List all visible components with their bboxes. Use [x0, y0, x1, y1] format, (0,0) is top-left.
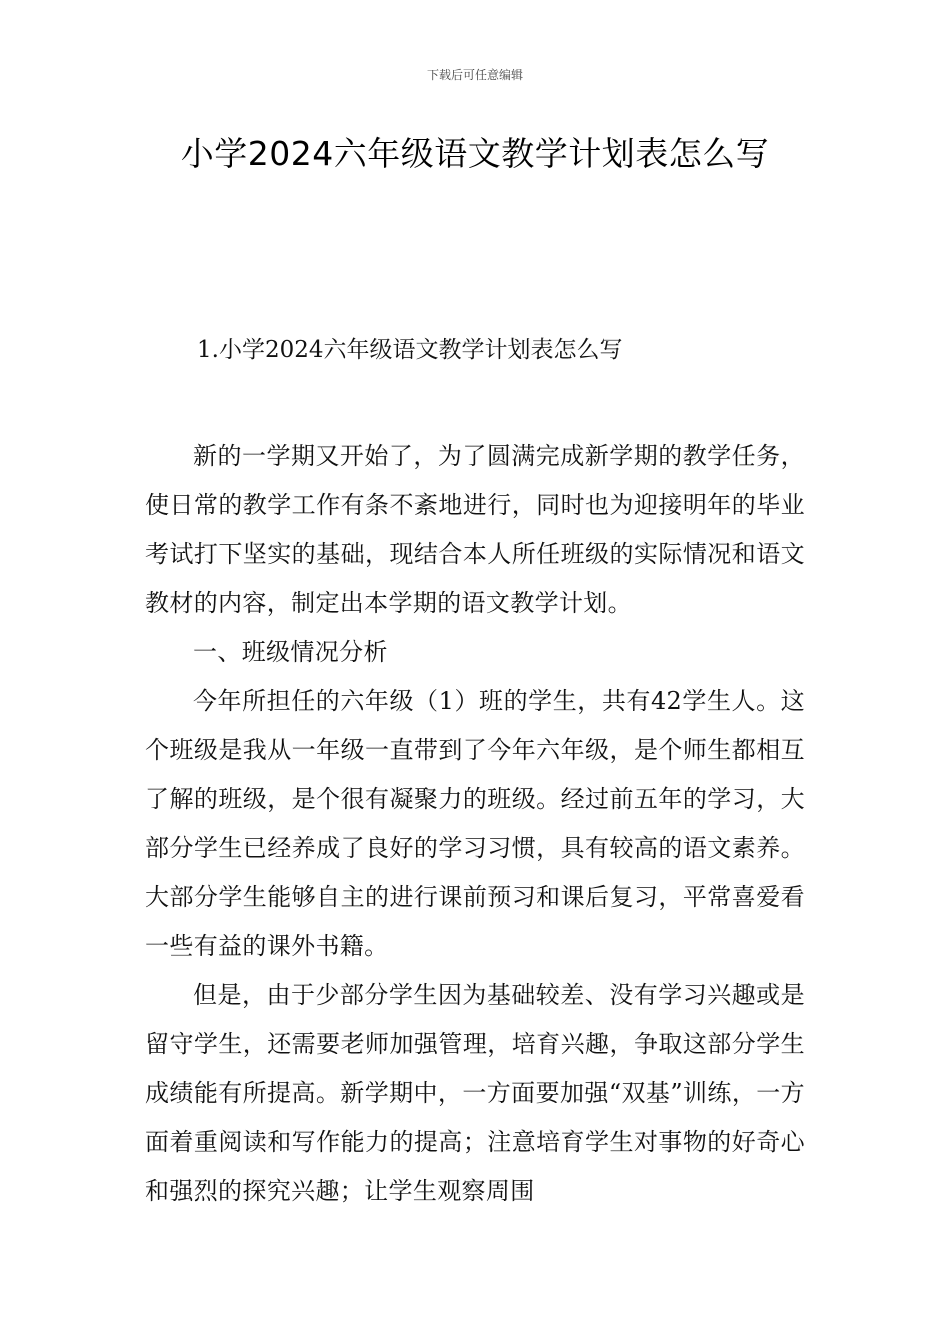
paragraph-intro: 新的一学期又开始了，为了圆满完成新学期的教学任务，使日常的教学工作有条不紊地进行，同时也为迎接明年的毕业考试打下坚实的基础，现结合本人所任班级的实际情况和语文教材的内容，制定出本学期的语文教学计划。 — [145, 442, 805, 617]
section-spacer — [145, 370, 805, 432]
paragraph-weak-students: 但是，由于少部分学生因为基础较差、没有学习兴趣或是留守学生，还需要老师加强管理，培育兴趣，争取这部分学生成绩能有所提高。新学期中，一方面要加强“双基”训练，一方面着重阅读和写作能力的提高；注意培育学生对事物的好奇心和强烈的探究兴趣；让学生观察周围 — [145, 981, 805, 1205]
paragraph-heading-class-analysis: 一、班级情况分析 — [193, 638, 388, 666]
section-title: 1.小学2024六年级语文教学计划表怎么写 — [197, 337, 623, 363]
page-title: 小学2024六年级语文教学计划表怎么写 — [180, 134, 770, 173]
paragraph-class-situation: 今年所担任的六年级（1）班的学生，共有42学生人。这个班级是我从一年级一直带到了今年六年级，是个师生都相互了解的班级，是个很有凝聚力的班级。经过前五年的学习，大部分学生已经养成了良好的学习习惯，具有较高的语文素养。大部分学生能够自主的进行课前预习和课后复习，平常喜爱看一些有益的课外书籍。 — [145, 687, 805, 960]
header-note: 下载后可任意编辑 — [426, 68, 523, 82]
document-body — [145, 330, 805, 1216]
